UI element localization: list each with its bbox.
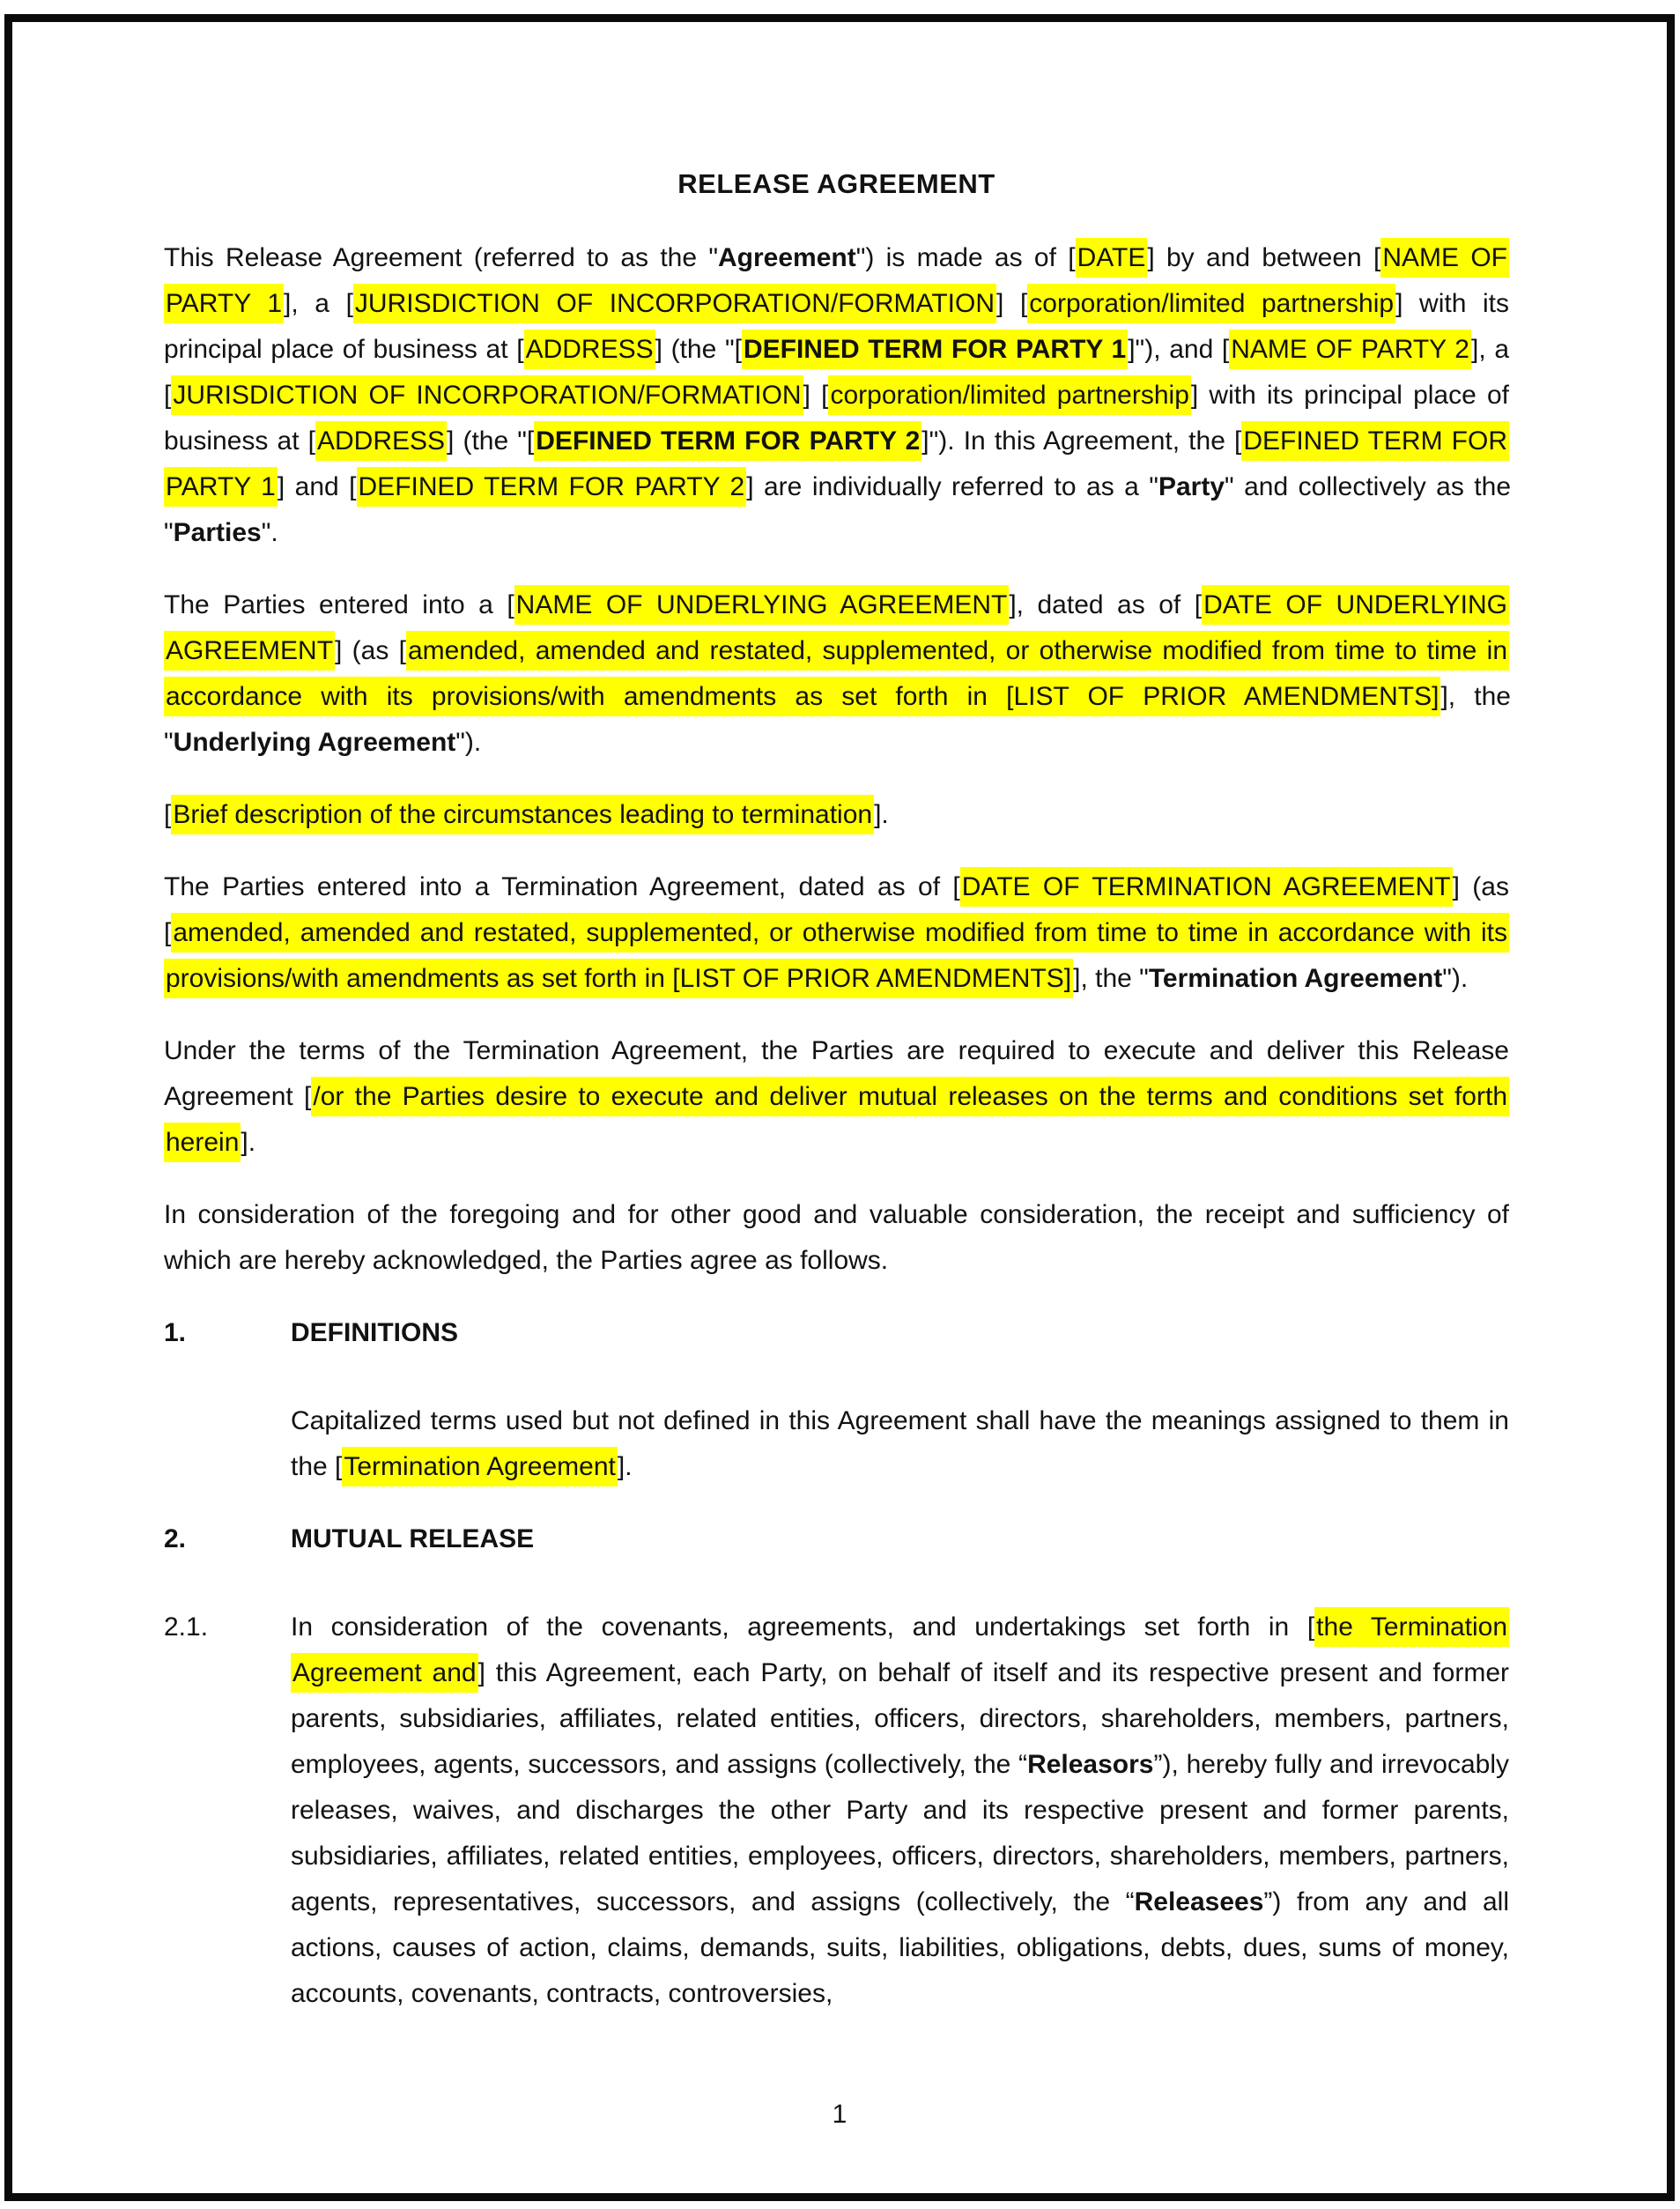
highlighted-placeholder: Termination Agreement [342,1447,618,1486]
section-text [291,1310,1509,1356]
page-border [4,14,1675,2201]
text-run: ] with its principal place of business at [ [164,289,1509,364]
paragraph [164,1192,1509,1284]
text-run: Under the terms of the Termination Agreement, the Parties are required to execute and deliver this Release Agreement [ [164,1036,1509,1111]
text-run: ] (as [ [335,636,406,665]
text-run: ". [261,518,278,547]
highlighted-placeholder: the Termination Agreement and [291,1607,1509,1693]
text-run: In consideration of the covenants, agreements, and undertakings set forth in [ [291,1612,1315,1642]
text-run: ]"), and [ [1128,335,1230,364]
section-heading [164,1516,1509,1562]
text-run: ]. [874,800,889,829]
highlighted-placeholder: DEFINED TERM FOR PARTY 2 [534,421,921,461]
text-run: The Parties entered into a Termination Agreement, dated as of [ [164,872,960,901]
highlighted-placeholder: DEFINED TERM FOR PARTY 1 [742,330,1128,369]
highlighted-placeholder: DEFINED TERM FOR PARTY 1 [164,421,1509,507]
text-run: [ [164,800,172,829]
highlighted-placeholder: DATE [1076,238,1148,278]
section-heading [164,1310,1509,1356]
text-run: Agreement [717,243,856,272]
text-run: ], the " [164,682,1511,757]
text-run: ”), hereby fully and irrevocably releases, waives, and discharges the other Party and its respective present and former parents, subsidiaries, affiliates, related entities, employees, officers, directors, shareholders, members, partners, agents, representatives, successors, and assigns (collectively, the “ [291,1750,1509,1916]
section-number: 1. [164,1318,187,1347]
paragraph [164,864,1509,1002]
highlighted-placeholder: NAME OF UNDERLYING AGREEMENT [514,585,1010,625]
highlighted-placeholder: DATE OF UNDERLYING AGREEMENT [164,585,1509,671]
text-run: Releasors [1027,1750,1154,1779]
highlighted-placeholder: corporation/limited partnership [828,375,1190,415]
numbered-paragraph [164,1605,1509,2017]
text-run: ] with its principal place of business at [ [164,381,1510,456]
highlighted-placeholder: ADDRESS [524,330,655,369]
highlighted-placeholder: /or the Parties desire to execute and deliver mutual releases on the terms and conditions set forth herein [164,1077,1509,1162]
text-run: Termination Agreement [1148,964,1443,993]
text-run: ] and [ [277,472,357,501]
text-run: ], the " [1073,964,1149,993]
document-title: RELEASE AGREEMENT [677,168,995,199]
text-run: ] this Agreement, each Party, on behalf of itself and its respective present and former parents, subsidiaries, affiliates, related entities, officers, directors, shareholders, members, partners, employees, agents, successors, and assigns (collectively, the “ [291,1658,1509,1779]
highlighted-placeholder: amended, amended and restated, supplemented, or otherwise modified from time to time in accordance with its provisions/with amendments as set forth in [LIST OF PRIOR AMENDMENTS] [164,913,1509,998]
text-run: "). [1442,964,1469,993]
highlighted-placeholder: ADDRESS [315,421,447,461]
text-run: ], a [ [284,289,353,318]
highlighted-placeholder: amended, amended and restated, supplemented, or otherwise modified from time to time in accordance with its provisions/with amendments as set forth in [LIST OF PRIOR AMENDMENTS] [164,631,1509,716]
highlighted-placeholder: DATE OF TERMINATION AGREEMENT [960,867,1453,907]
text-run: ]. [617,1452,633,1481]
text-run: Releasees [1134,1887,1264,1916]
section-number: 2. [164,1524,187,1553]
page-number: 1 [832,2100,847,2129]
text-run: Parties [173,518,262,547]
text-run: ] (the "[ [447,426,535,456]
page-content [12,22,1667,2017]
section-text [291,1605,1509,2017]
text-run: ] (the "[ [655,335,742,364]
text-run: This Release Agreement (referred to as the " [164,243,718,272]
text-run: ") is made as of [ [855,243,1076,272]
text-run: ] by and between [ [1147,243,1381,272]
text-run: ], a [ [164,335,1510,410]
text-run: Capitalized terms used but not defined in this Agreement shall have the meanings assigned to them in the [ [291,1406,1509,1481]
section-text [291,1516,1509,1562]
paragraph [164,582,1509,766]
highlighted-placeholder: NAME OF PARTY 2 [1229,330,1471,369]
highlighted-placeholder: DEFINED TERM FOR PARTY 2 [357,467,747,507]
highlighted-placeholder: JURISDICTION OF INCORPORATION/FORMATION [353,284,996,323]
text-run: The Parties entered into a [ [164,590,514,619]
text-run: "). [455,728,482,757]
highlighted-placeholder: NAME OF PARTY 1 [164,238,1509,323]
text-run: ”) from any and all actions, causes of action, claims, demands, suits, liabilities, obligations, debts, dues, sums of money, accounts, covenants, contracts, controversies, [291,1887,1509,2008]
text-run: MUTUAL RELEASE [291,1524,535,1553]
text-run: ]"). In this Agreement, the [ [921,426,1242,456]
text-run: ], dated as of [ [1009,590,1203,619]
text-run: DEFINITIONS [291,1318,459,1347]
text-run: ] [ [996,289,1028,318]
section-number: 2.1. [164,1612,209,1642]
text-run: In consideration of the foregoing and for other good and valuable consideration, the receipt and sufficiency of which are hereby acknowledged, the Parties agree as follows. [164,1200,1509,1275]
text-run: ] (as [ [164,872,1509,947]
paragraph [291,1398,1509,1490]
paragraph [164,1028,1509,1166]
paragraph [164,235,1509,556]
paragraph [164,792,1509,838]
text-run: " and collectively as the " [164,472,1511,547]
highlighted-placeholder: Brief description of the circumstances leading to termination [171,795,874,834]
highlighted-placeholder: JURISDICTION OF INCORPORATION/FORMATION [171,375,803,415]
highlighted-placeholder: corporation/limited partnership [1027,284,1395,323]
document-body [164,235,1509,2017]
text-run: ] are individually referred to as a " [746,472,1158,501]
text-run: Party [1158,472,1225,501]
text-run: Underlying Agreement [173,728,456,757]
text-run: ]. [241,1128,256,1157]
text-run: ] [ [803,381,829,410]
